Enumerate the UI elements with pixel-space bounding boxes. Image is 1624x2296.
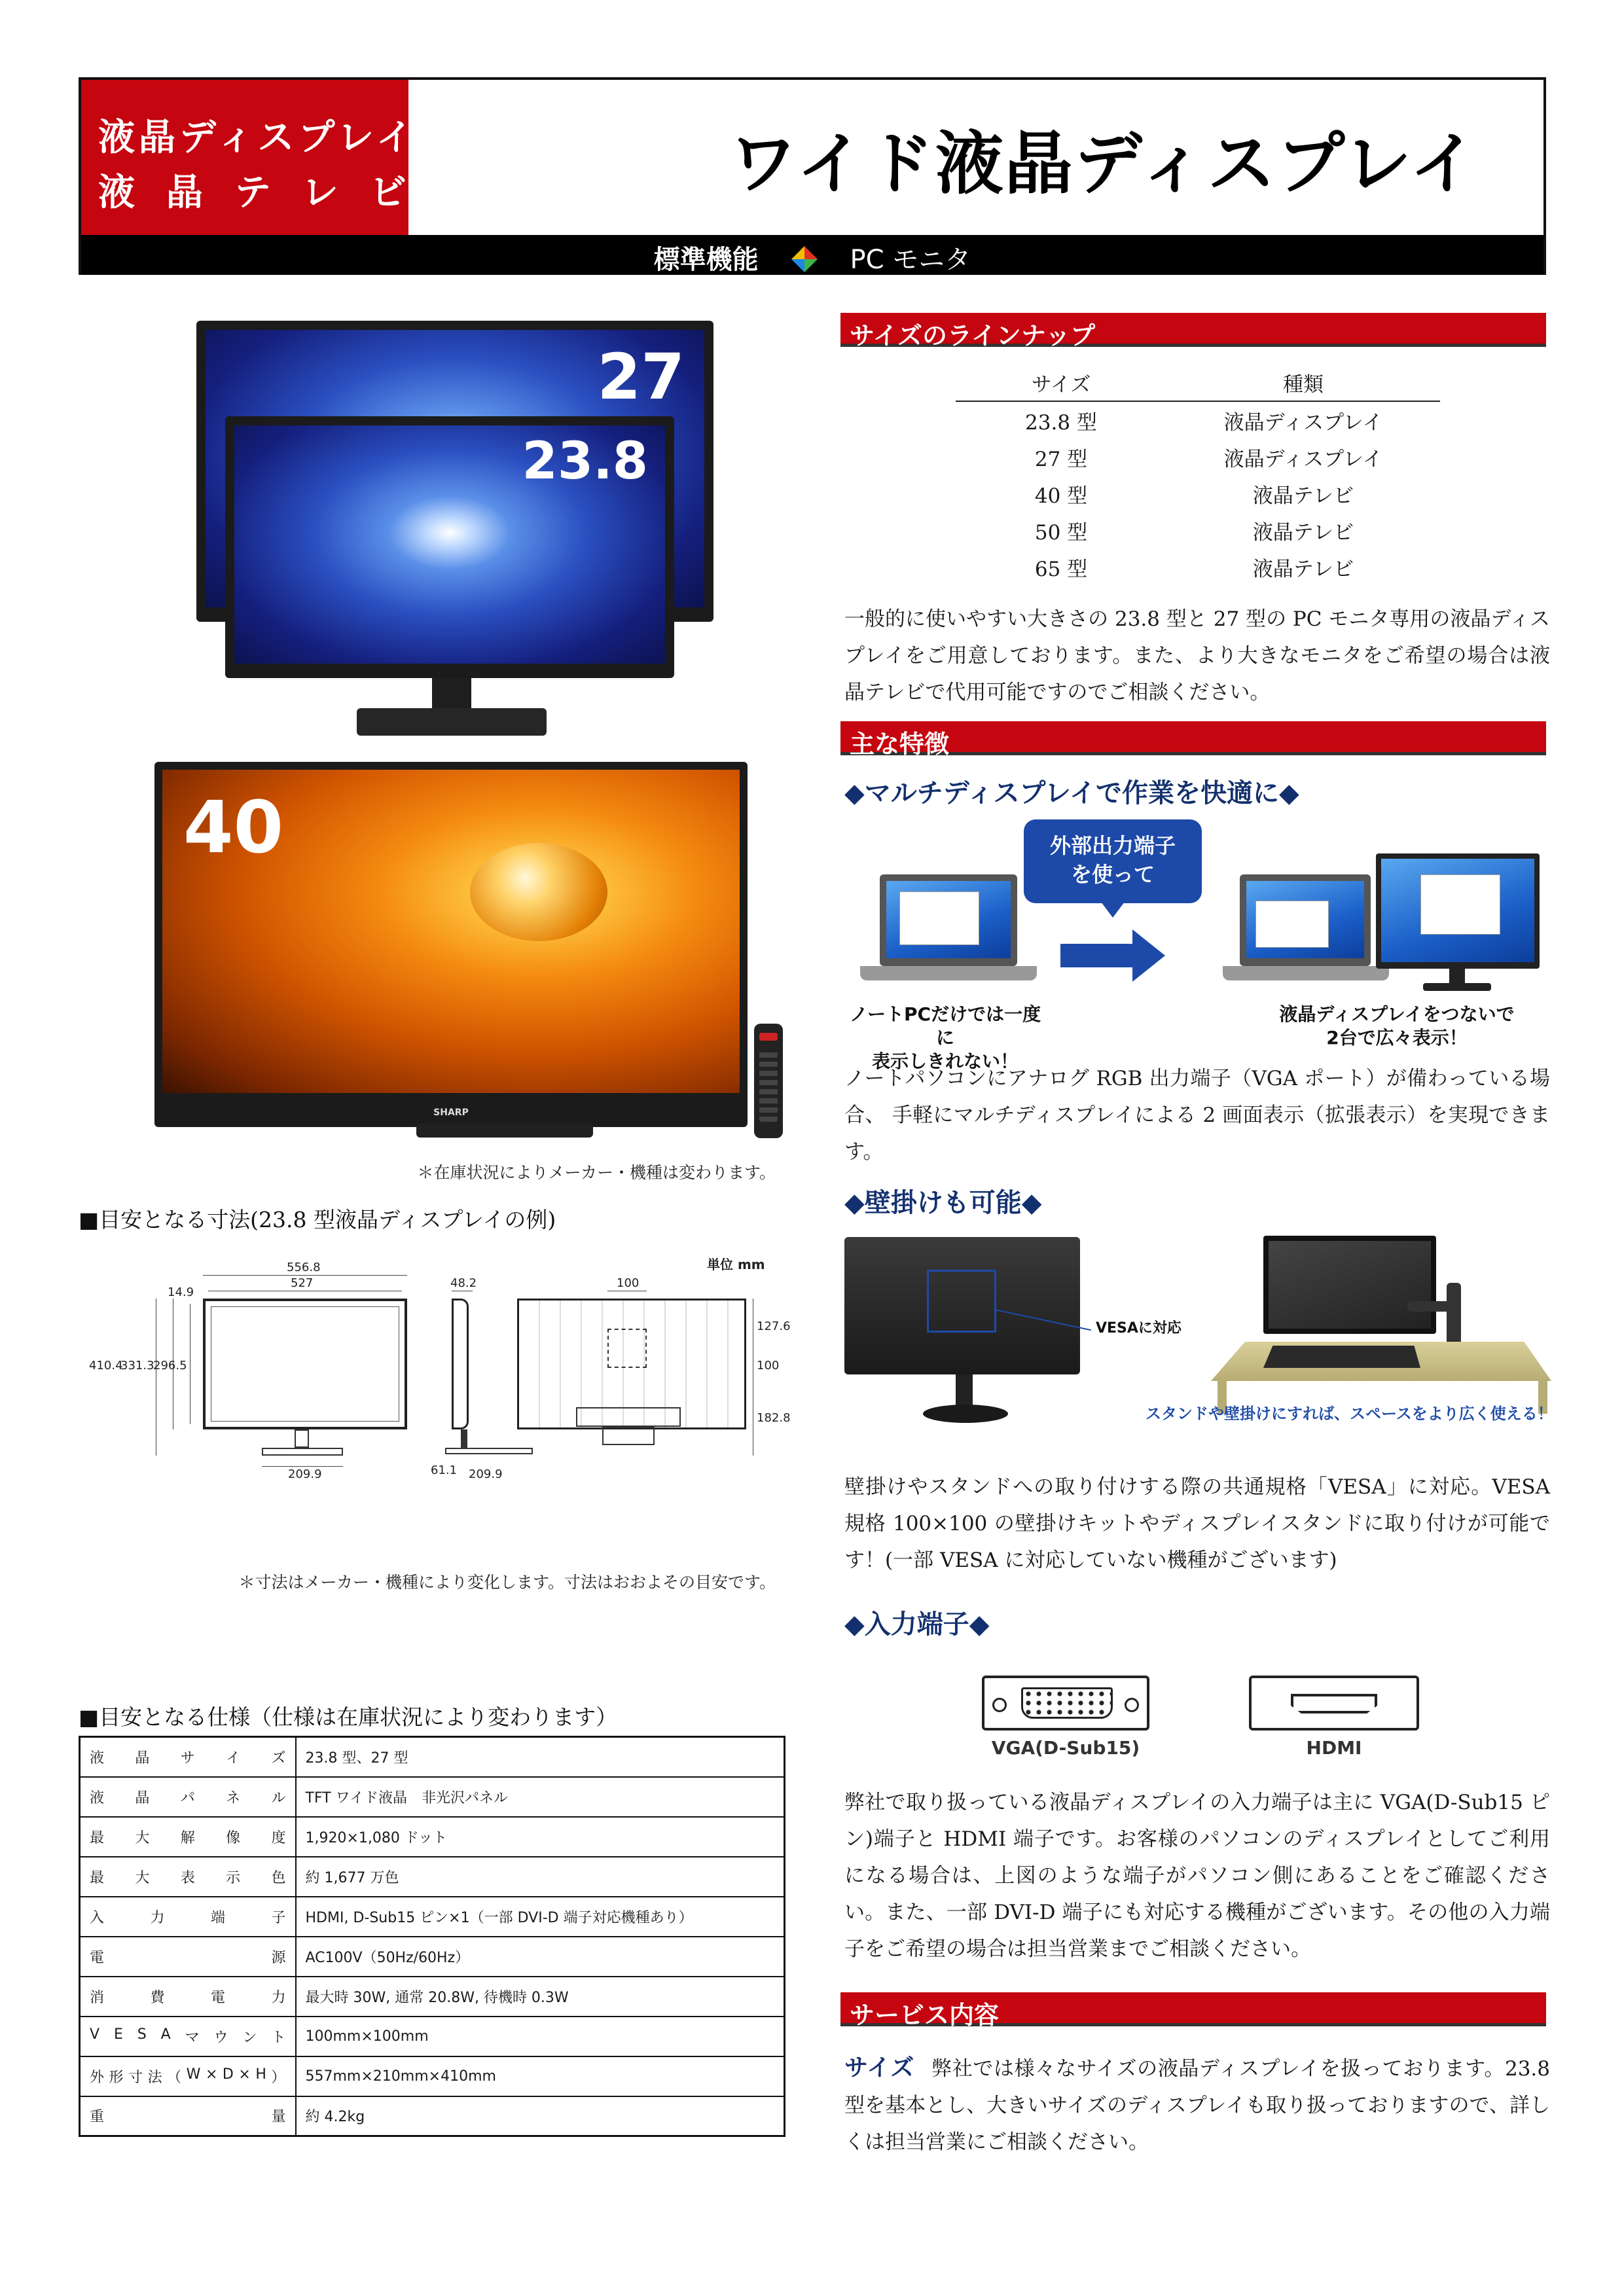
spec-value: 約 4.2kg — [296, 2096, 785, 2136]
ports-title: ◆入力端子◆ — [844, 1609, 990, 1640]
lineup-type: 液晶テレビ — [1252, 520, 1354, 545]
spec-row — [80, 1777, 785, 1817]
bubble-line-2: を使って — [1070, 862, 1155, 887]
spec-key: 外 形 寸 法 （ W × D × H ） — [90, 2066, 286, 2086]
spec-value: AC100V（50Hz/60Hz） — [296, 1937, 785, 1977]
dim-back-1: 127.6 — [757, 1319, 791, 1333]
spec-row — [80, 1737, 785, 1777]
service-section-header — [840, 1992, 1546, 2030]
service-lead: サイズ — [844, 2054, 915, 2081]
dim-unit: 単位 mm — [707, 1257, 765, 1272]
multi-left-caption-2: 表示しきれない！ — [871, 1050, 1019, 1072]
page-title: ワイド液晶ディスプレイ — [729, 124, 1479, 204]
lineup-size: 40 型 — [1034, 484, 1088, 508]
lineup-col-size: サイズ — [956, 364, 1166, 401]
spec-value: TFT ワイド液晶 非光沢パネル — [296, 1777, 785, 1817]
wall-mount-illustration — [844, 1230, 1558, 1453]
wall-mount-text: 壁掛けやスタンドへの取り付けする際の共通規格「VESA」に対応。VESA 規格 100×100 の壁掛けキットやディスプレイスタンドに取り付けが可能です！(一部 VESA に対応していない機種がございます) — [844, 1475, 1550, 1572]
lineup-row — [956, 548, 1440, 585]
dimension-drawing — [79, 1244, 792, 1492]
spec-row — [80, 2017, 785, 2056]
dim-w-screen: 527 — [291, 1276, 314, 1290]
arrow-right-icon — [1060, 929, 1165, 982]
spec-value: 約 1,677 万色 — [296, 1857, 785, 1897]
dim-w-total: 556.8 — [287, 1261, 321, 1274]
features-title: 主な特徴 — [850, 729, 950, 759]
external-monitor — [1376, 853, 1540, 969]
lineup-size: 65 型 — [1034, 557, 1088, 581]
tv-brand-logo: SHARP — [433, 1107, 469, 1118]
lineup-row — [956, 401, 1440, 439]
spec-value: 557mm×210mm×410mm — [296, 2056, 785, 2096]
arm-monitor — [1263, 1236, 1436, 1334]
laptop-right — [1240, 874, 1371, 966]
vga-label: VGA(D-Sub15) — [991, 1737, 1140, 1759]
spec-row — [80, 1817, 785, 1857]
multi-display-title: ◆マルチディスプレイで作業を快適に◆ — [844, 778, 1299, 808]
dim-bezel: 14.9 — [168, 1285, 194, 1299]
diamond-icon — [791, 246, 818, 272]
service-title: サービス内容 — [850, 2000, 1000, 2030]
monitor-photo — [196, 321, 720, 746]
spec-row — [80, 1897, 785, 1937]
vesa-label: VESAに対応 — [1096, 1320, 1182, 1336]
spec-key: 最 大 表 示 色 — [90, 1869, 286, 1886]
multi-right-caption-1: 液晶ディスプレイをつないで — [1279, 1003, 1515, 1025]
hdmi-label: HDMI — [1306, 1737, 1362, 1759]
spec-heading: ■目安となる仕様（仕様は在庫状況により変わります） — [79, 1704, 618, 1730]
output-port-bubble — [1024, 819, 1202, 903]
spec-key: 最 大 解 像 度 — [90, 1829, 286, 1846]
vga-port-icon — [982, 1676, 1149, 1731]
category-box — [81, 80, 438, 235]
spec-key: V E S A マ ウ ン ト — [90, 2026, 286, 2046]
lineup-row — [956, 475, 1440, 512]
service-text-block — [844, 2050, 1550, 2161]
laptop-left — [880, 874, 1017, 966]
tv-40-label: 40 — [183, 785, 284, 869]
spec-row — [80, 2096, 785, 2136]
lineup-type: 液晶ディスプレイ — [1223, 410, 1383, 435]
dim-h-total: 410.4 — [89, 1359, 123, 1372]
multi-right-caption-2: 2台で広々表示！ — [1326, 1027, 1468, 1049]
spec-value: 1,920×1,080 ドット — [296, 1817, 785, 1857]
dim-back-2: 100 — [757, 1359, 780, 1372]
spec-row — [80, 2056, 785, 2096]
spec-row — [80, 1937, 785, 1977]
tv-photo — [154, 762, 783, 1141]
lineup-row — [956, 512, 1440, 548]
dimensions-note: ＊寸法はメーカー・機種により変化します。寸法はおおよその目安です。 — [238, 1573, 776, 1592]
spec-key: 重 量 — [90, 2109, 286, 2126]
feature-bar — [81, 235, 1543, 275]
dim-base-side: 209.9 — [469, 1467, 503, 1481]
spec-value: HDMI, D-Sub15 ピン×1（一部 DVI-D 端子対応機種あり） — [296, 1897, 785, 1937]
tv-40 — [154, 762, 748, 1127]
spec-key: 消 費 電 力 — [90, 1989, 286, 2006]
lineup-table — [956, 364, 1440, 585]
wall-mount-title: ◆壁掛けも可能◆ — [844, 1187, 1042, 1218]
dim-h-mid: 331.3 — [120, 1359, 154, 1372]
spec-row — [80, 1977, 785, 2017]
dim-h-screen: 296.5 — [153, 1359, 187, 1372]
ports-text: 弊社で取り扱っている液晶ディスプレイの入力端子は主に VGA(D-Sub15 ピン)端子と HDMI 端子です。お客様のパソコンのディスプレイとしてご利用になる場合は、上図のような端子がパソコン側にあることをご確認ください。また、一部 DVI-D 端子にも対応する機種がございます。その他の入力端子をご希望の場合は担当営業までご相談ください。 — [844, 1791, 1550, 1961]
page-header — [79, 77, 1546, 275]
feature-bar-value: PC モニタ — [850, 245, 971, 275]
lineup-title: サイズのラインナップ — [850, 321, 1096, 350]
lineup-type: 液晶ディスプレイ — [1223, 447, 1383, 471]
monitor-238 — [225, 416, 674, 678]
monitor-238-label: 23.8 — [522, 432, 648, 491]
lineup-row — [956, 439, 1440, 475]
lineup-size: 27 型 — [1034, 447, 1088, 471]
spec-table — [79, 1736, 785, 2137]
dim-back-3: 182.8 — [757, 1411, 791, 1425]
spec-key: 入 力 端 子 — [90, 1909, 286, 1926]
service-text: 弊社では様々なサイズの液晶ディスプレイを扱っております。23.8 型を基本とし、大きいサイズのディスプレイも取り扱っておりますので、詳しくは担当営業にご相談ください。 — [844, 2057, 1551, 2154]
remote-control — [754, 1024, 783, 1138]
features-section-header — [840, 721, 1546, 759]
spec-value: 最大時 30W, 通常 20.8W, 待機時 0.3W — [296, 1977, 785, 2017]
lineup-size: 50 型 — [1034, 520, 1088, 545]
category-line-1: 液晶ディスプレイ — [98, 117, 417, 159]
multi-display-illustration — [840, 819, 1554, 1072]
spec-value: 100mm×100mm — [296, 2017, 785, 2056]
lineup-col-type: 種類 — [1166, 364, 1440, 401]
dim-base-front: 209.9 — [288, 1467, 322, 1481]
lineup-type: 液晶テレビ — [1252, 484, 1354, 508]
spec-key: 液 晶 サ イ ズ — [90, 1749, 286, 1767]
feature-bar-label: 標準機能 — [653, 245, 759, 275]
dim-vesa: 100 — [617, 1276, 640, 1290]
spec-value: 23.8 型、27 型 — [296, 1737, 785, 1777]
multi-display-text: ノートパソコンにアナログ RGB 出力端子（VGA ポート）が備わっている場合、 手軽にマルチディスプレイによる 2 画面表示（拡張表示）を実現できます。 — [844, 1067, 1550, 1164]
multi-left-caption-1: ノートPCだけでは一度に — [849, 1003, 1041, 1049]
spec-key: 電 源 — [90, 1949, 286, 1966]
hdmi-port-icon — [1249, 1676, 1419, 1731]
lineup-section-header — [840, 313, 1546, 350]
lineup-type: 液晶テレビ — [1252, 557, 1354, 581]
bubble-line-1: 外部出力端子 — [1049, 833, 1176, 858]
dimensions-heading: ■目安となる寸法(23.8 型液晶ディスプレイの例) — [79, 1207, 556, 1232]
monitor-back-photo — [844, 1237, 1080, 1374]
dim-depth-base: 61.1 — [431, 1463, 458, 1477]
lineup-size: 23.8 型 — [1025, 410, 1097, 435]
monitor-27-label: 27 — [597, 340, 685, 414]
dim-depth-top: 48.2 — [450, 1276, 477, 1290]
wall-caption: スタンドや壁掛けにすれば、スペースをより広く使える！ — [1146, 1405, 1553, 1423]
spec-key: 液 晶 パ ネ ル — [90, 1789, 286, 1806]
category-line-2: 液晶テレビ — [98, 171, 438, 214]
lineup-text: 一般的に使いやすい大きさの 23.8 型と 27 型の PC モニタ専用の液晶ディスプレイをご用意しております。また、より大きなモニタをご希望の場合は液晶テレビで代用可能ですのでご相談ください。 — [844, 607, 1550, 704]
stock-note: ＊在庫状況によりメーカー・機種は変わります。 — [417, 1163, 776, 1182]
spec-row — [80, 1857, 785, 1897]
ports-illustration — [982, 1676, 1440, 1767]
